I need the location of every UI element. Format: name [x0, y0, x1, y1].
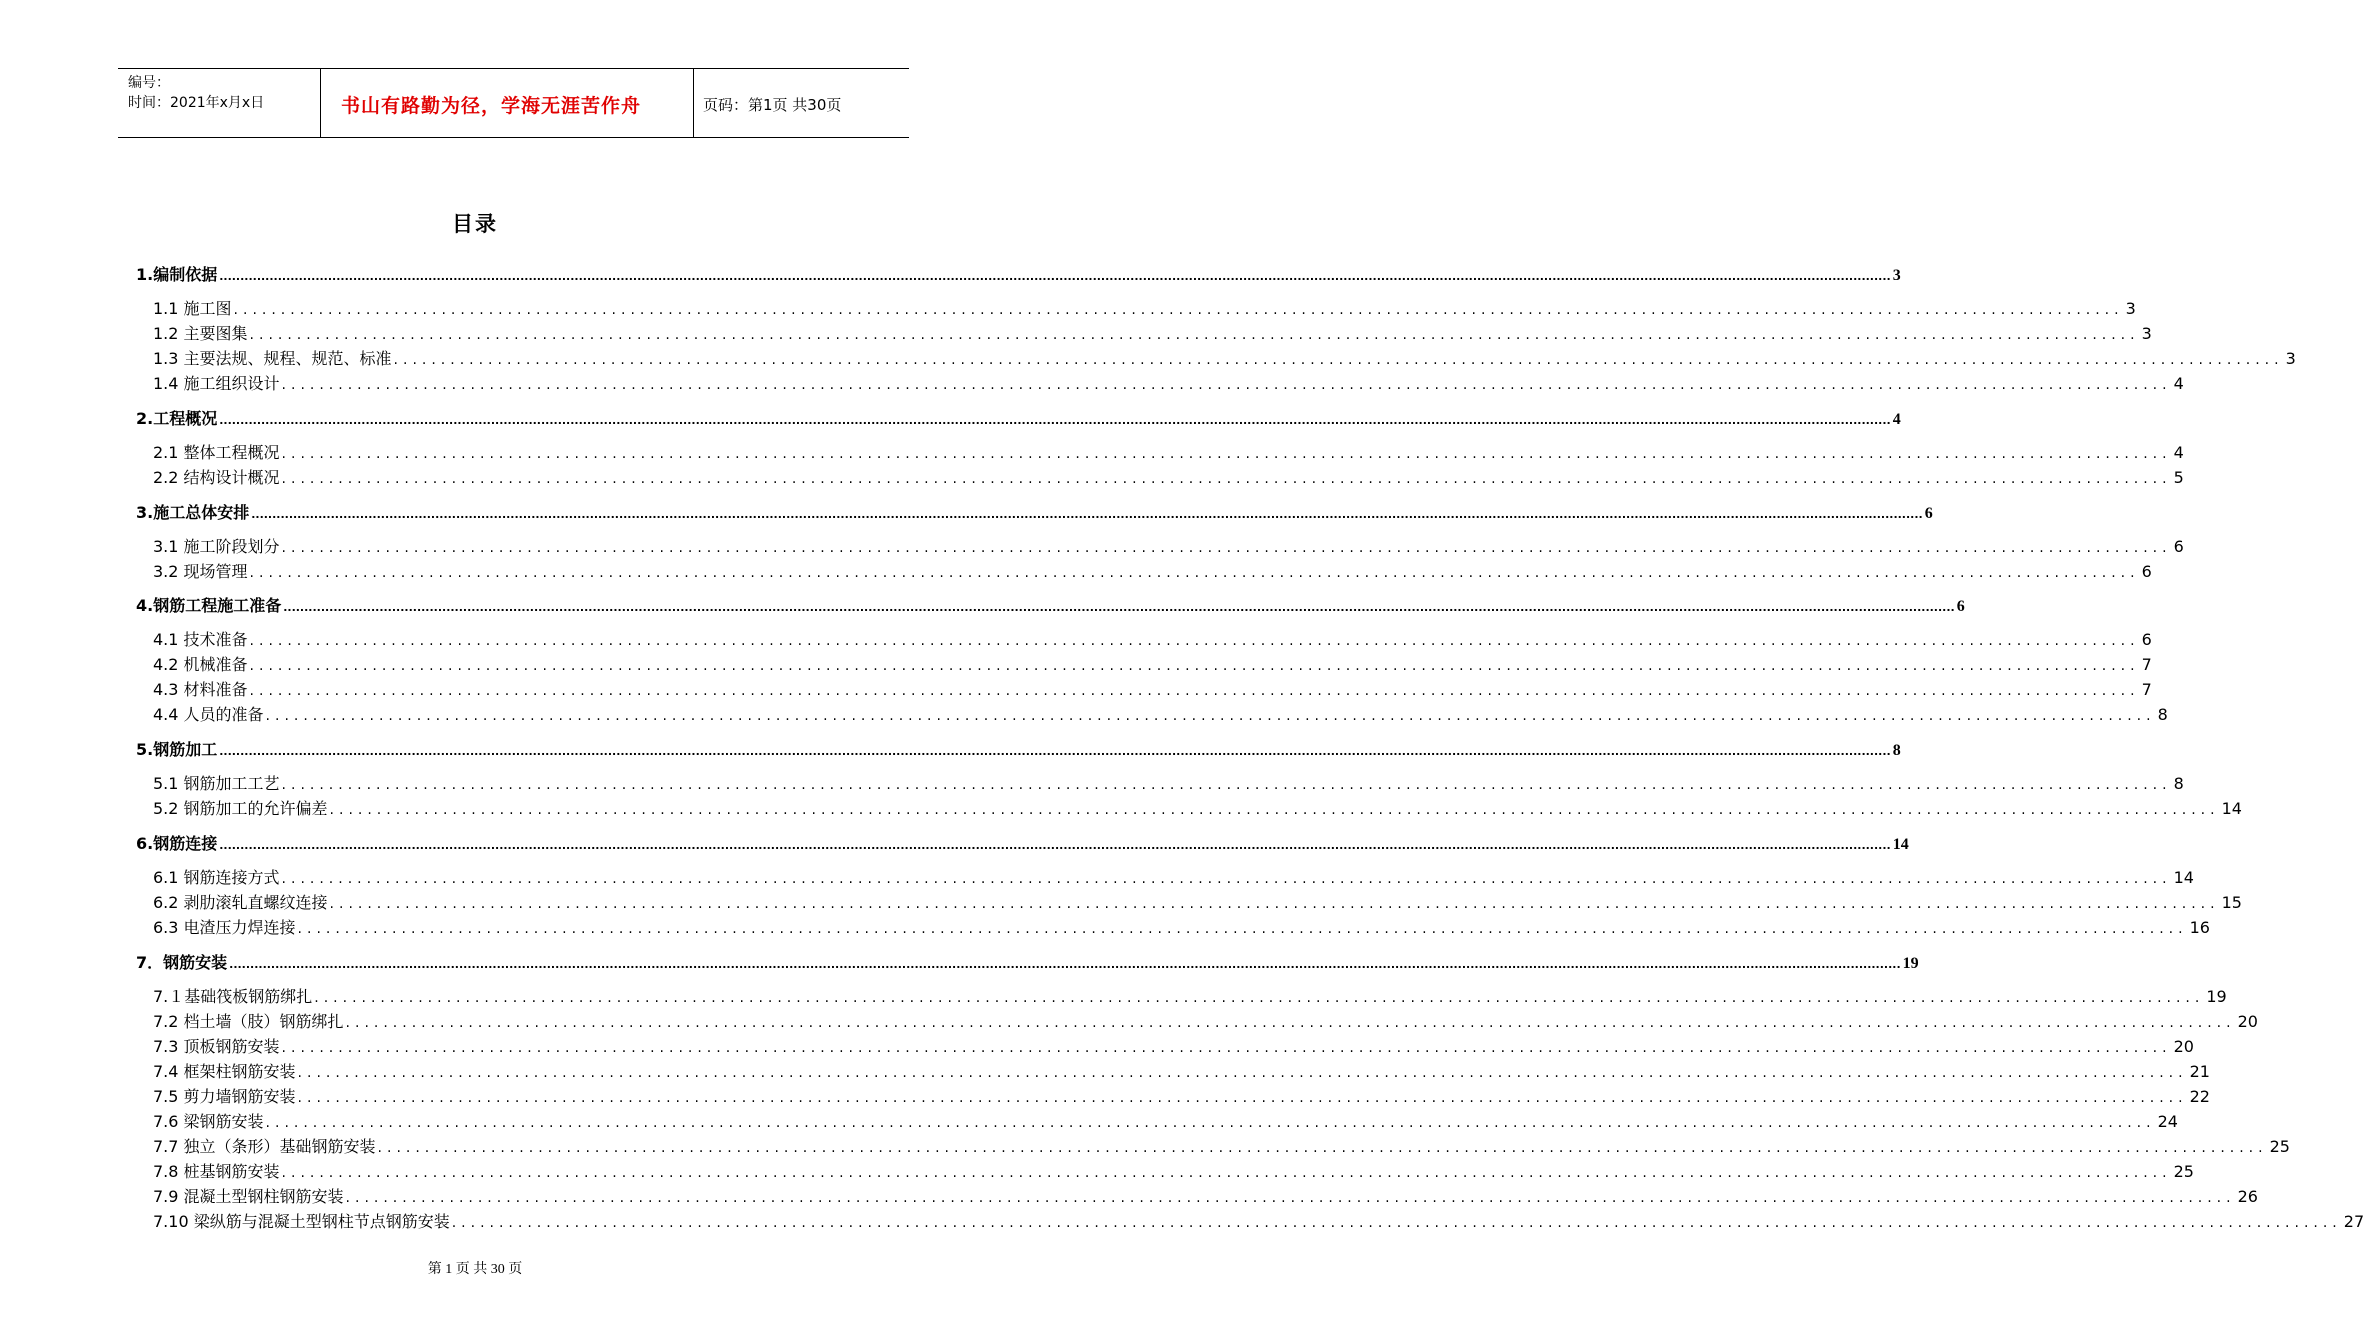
toc-entry[interactable] [136, 262, 1901, 285]
toc-entry[interactable] [153, 652, 2152, 675]
toc-entry-label: 7.3 顶板钢筋安装 [153, 1037, 280, 1056]
toc-entry-page: 4 [2173, 443, 2184, 462]
toc-entry-page: 8 [2173, 774, 2184, 793]
toc-entry-label: 2.2 结构设计概况 [153, 468, 280, 487]
toc-entry-page: 21 [2189, 1062, 2210, 1081]
toc-entry-label: 1.编制依据 [136, 265, 218, 284]
toc-entry-page: 6 [2141, 562, 2152, 581]
toc-entry[interactable] [153, 296, 2136, 319]
toc-entry[interactable] [153, 534, 2184, 557]
toc-leader-dots: ........................................................................................................................................................................................................ [249, 683, 2140, 699]
toc-entry-label: 3.2 现场管理 [153, 562, 248, 581]
toc-leader-dots: ........................................................................................................................................................................................................ [281, 871, 2172, 887]
toc-entry-page: 15 [2221, 893, 2242, 912]
toc-leader-dots: ........................................................................................................................................................................................................ [393, 352, 2284, 368]
toc-leader-dots: ........................................................................................................................................................................................................ [281, 777, 2172, 793]
toc-entry-page: 22 [2189, 1087, 2210, 1106]
toc-leader-dots: ........................................................................................................................................................................................................ [297, 921, 2188, 937]
toc-leader-dots: ........................................................................................................................................................................................................ [297, 1090, 2188, 1106]
toc-leader-dots: ................................................................................................................................................................................................................................................................................................................................................................................................................ [283, 601, 1955, 614]
toc-entry-label: 6.钢筋连接 [136, 834, 218, 853]
toc-entry-label: 1.2 主要图集 [153, 324, 248, 343]
page-footer: 第 1 页 共 30 页 [427, 1262, 523, 1277]
toc-entry-label: 2.1 整体工程概况 [153, 443, 280, 462]
toc-entry-label: 7.１基础筏板钢筋绑扎 [153, 987, 313, 1006]
toc-title: 目录 [452, 212, 498, 236]
toc-leader-dots: ........................................................................................................................................................................................................ [265, 1115, 2156, 1131]
toc-entry[interactable] [153, 915, 2210, 938]
toc-entry-page: 26 [2237, 1187, 2258, 1206]
toc-entry-page: 25 [2173, 1162, 2194, 1181]
toc-leader-dots: ........................................................................................................................................................................................................ [265, 708, 2156, 724]
toc-entry-page: 19 [1902, 955, 1919, 972]
toc-entry-page: 25 [2269, 1137, 2290, 1156]
toc-entry[interactable] [153, 796, 2242, 819]
toc-entry-page: 19 [2206, 987, 2227, 1006]
toc-entry-label: 5.1 钢筋加工工艺 [153, 774, 280, 793]
toc-entry-page: 24 [2157, 1112, 2178, 1131]
toc-entry-page: 6 [2141, 630, 2152, 649]
toc-entry-label: 7.9 混凝土型钢柱钢筋安装 [153, 1187, 344, 1206]
toc-entry-page: 27 [2343, 1212, 2364, 1231]
toc-entry-page: 3 [2285, 349, 2296, 368]
toc-entry-label: 7.10 梁纵筋与混凝土型钢柱节点钢筋安装 [153, 1212, 450, 1231]
toc-entry-page: 16 [2189, 918, 2210, 937]
toc-leader-dots: ........................................................................................................................................................................................................ [314, 990, 2205, 1006]
toc-entry[interactable] [153, 627, 2152, 650]
toc-entry-label: 1.4 施工组织设计 [153, 374, 280, 393]
toc-entry-label: 6.1 钢筋连接方式 [153, 868, 280, 887]
header-table [118, 68, 909, 138]
toc-entry-label: 7.4 框架柱钢筋安装 [153, 1062, 296, 1081]
toc-entry-label: 4.3 材料准备 [153, 680, 248, 699]
toc-leader-dots: ................................................................................................................................................................................................................................................................................................................................................................................................................ [219, 270, 1891, 283]
toc-leader-dots: ........................................................................................................................................................................................................ [233, 302, 2124, 318]
header-motto: 书山有路勤为径，学海无涯苦作舟 [341, 95, 642, 117]
toc-entry-page: 6 [1956, 598, 1965, 615]
toc-leader-dots: ................................................................................................................................................................................................................................................................................................................................................................................................................ [219, 839, 1891, 852]
toc-entry-label: 4.钢筋工程施工准备 [136, 596, 282, 615]
toc-entry[interactable] [153, 1184, 2258, 1207]
toc-entry-page: 3 [1892, 267, 1901, 284]
toc-entry[interactable] [136, 406, 1901, 429]
toc-entry-page: 14 [1892, 836, 1909, 853]
toc-leader-dots: ........................................................................................................................................................................................................ [451, 1215, 2342, 1231]
toc-leader-dots: ........................................................................................................................................................................................................ [377, 1140, 2268, 1156]
toc-entry-page: 4 [2173, 374, 2184, 393]
toc-entry[interactable] [153, 984, 2227, 1007]
toc-entry-page: 20 [2237, 1012, 2258, 1031]
toc-entry-label: 7.2 档土墙（肢）钢筋绑扎 [153, 1012, 344, 1031]
toc-entry[interactable] [153, 1134, 2290, 1157]
toc-leader-dots: ................................................................................................................................................................................................................................................................................................................................................................................................................ [251, 508, 1923, 521]
document-time-label: 时间：2021年x月x日 [128, 95, 265, 111]
toc-entry-label: 6.2 剥肋滚轧直螺纹连接 [153, 893, 328, 912]
toc-entry-label: 7.6 梁钢筋安装 [153, 1112, 264, 1131]
toc-entry-page: 3 [2125, 299, 2136, 318]
toc-entry-page: 5 [2173, 468, 2184, 487]
toc-entry-page: 14 [2173, 868, 2194, 887]
header-page-cell [693, 69, 909, 137]
toc-leader-dots: ........................................................................................................................................................................................................ [281, 1165, 2172, 1181]
toc-leader-dots: ........................................................................................................................................................................................................ [297, 1065, 2188, 1081]
toc-entry[interactable] [153, 465, 2184, 488]
toc-leader-dots: ................................................................................................................................................................................................................................................................................................................................................................................................................ [219, 414, 1891, 427]
toc-leader-dots: ........................................................................................................................................................................................................ [329, 802, 2220, 818]
toc-entry[interactable] [153, 1159, 2194, 1182]
toc-leader-dots: ........................................................................................................................................................................................................ [345, 1015, 2236, 1031]
toc-entry-label: 4.1 技术准备 [153, 630, 248, 649]
toc-entry-label: 1.3 主要法规、规程、规范、标准 [153, 349, 392, 368]
toc-leader-dots: ........................................................................................................................................................................................................ [281, 377, 2172, 393]
toc-entry[interactable] [153, 677, 2152, 700]
toc-entry[interactable] [136, 500, 1933, 523]
toc-entry-label: 7.5 剪力墙钢筋安装 [153, 1087, 296, 1106]
header-page-info: 页码：第1页 共30页 [703, 96, 842, 114]
toc-entry-label: 7．钢筋安装 [136, 953, 228, 972]
toc-entry-page: 6 [1924, 505, 1933, 522]
toc-entry-page: 4 [1892, 411, 1901, 428]
toc-leader-dots: ................................................................................................................................................................................................................................................................................................................................................................................................................ [229, 958, 1901, 971]
toc-entry[interactable] [153, 371, 2184, 394]
toc-leader-dots: ........................................................................................................................................................................................................ [345, 1190, 2236, 1206]
toc-entry-page: 7 [2141, 680, 2152, 699]
toc-entry[interactable] [153, 890, 2242, 913]
toc-entry-label: 1.1 施工图 [153, 299, 232, 318]
toc-entry-label: 6.3 电渣压力焊连接 [153, 918, 296, 937]
toc-entry[interactable] [136, 831, 1909, 854]
toc-entry-label: 7.7 独立（条形）基础钢筋安装 [153, 1137, 376, 1156]
toc-entry[interactable] [153, 1084, 2210, 1107]
toc-entry-label: 3.1 施工阶段划分 [153, 537, 280, 556]
toc-leader-dots: ........................................................................................................................................................................................................ [281, 471, 2172, 487]
toc-entry-label: 4.2 机械准备 [153, 655, 248, 674]
toc-leader-dots: ........................................................................................................................................................................................................ [281, 446, 2172, 462]
toc-entry-label: 7.8 桩基钢筋安装 [153, 1162, 280, 1181]
header-motto-cell [320, 69, 694, 137]
toc-entry[interactable] [136, 737, 1901, 760]
toc-entry[interactable] [136, 593, 1965, 616]
toc-leader-dots: ........................................................................................................................................................................................................ [249, 565, 2140, 581]
toc-entry[interactable] [153, 1034, 2194, 1057]
toc-entry[interactable] [153, 1009, 2258, 1032]
document-number-label: 编号： [128, 75, 170, 91]
toc-entry-page: 3 [2141, 324, 2152, 343]
toc-entry-label: 2.工程概况 [136, 409, 218, 428]
toc-entry[interactable] [153, 865, 2194, 888]
toc-entry[interactable] [153, 1109, 2178, 1132]
toc-entry-page: 8 [2157, 705, 2168, 724]
toc-entry[interactable] [153, 559, 2152, 582]
toc-entry-page: 6 [2173, 537, 2184, 556]
toc-leader-dots: ........................................................................................................................................................................................................ [281, 540, 2172, 556]
toc-entry-label: 5.2 钢筋加工的允许偏差 [153, 799, 328, 818]
toc-entry[interactable] [136, 950, 1919, 973]
toc-leader-dots: ........................................................................................................................................................................................................ [281, 1040, 2172, 1056]
toc-entry[interactable] [153, 346, 2296, 369]
toc-entry[interactable] [153, 440, 2184, 463]
header-info-cell [118, 69, 320, 137]
toc-leader-dots: ........................................................................................................................................................................................................ [249, 633, 2140, 649]
toc-leader-dots: ........................................................................................................................................................................................................ [249, 327, 2140, 343]
toc-entry-page: 7 [2141, 655, 2152, 674]
toc-entry-label: 3.施工总体安排 [136, 503, 250, 522]
toc-leader-dots: ........................................................................................................................................................................................................ [329, 896, 2220, 912]
toc-entry-page: 20 [2173, 1037, 2194, 1056]
toc-entry-label: 5.钢筋加工 [136, 740, 218, 759]
toc-entry[interactable] [153, 1059, 2210, 1082]
toc-entry[interactable] [153, 321, 2152, 344]
toc-entry[interactable] [153, 771, 2184, 794]
toc-leader-dots: ................................................................................................................................................................................................................................................................................................................................................................................................................ [219, 745, 1891, 758]
toc-entry-page: 14 [2221, 799, 2242, 818]
toc-leader-dots: ........................................................................................................................................................................................................ [249, 658, 2140, 674]
toc-entry[interactable] [153, 1209, 2364, 1232]
toc-entry-page: 8 [1892, 742, 1901, 759]
toc-entry[interactable] [153, 702, 2168, 725]
toc-entry-label: 4.4 人员的准备 [153, 705, 264, 724]
